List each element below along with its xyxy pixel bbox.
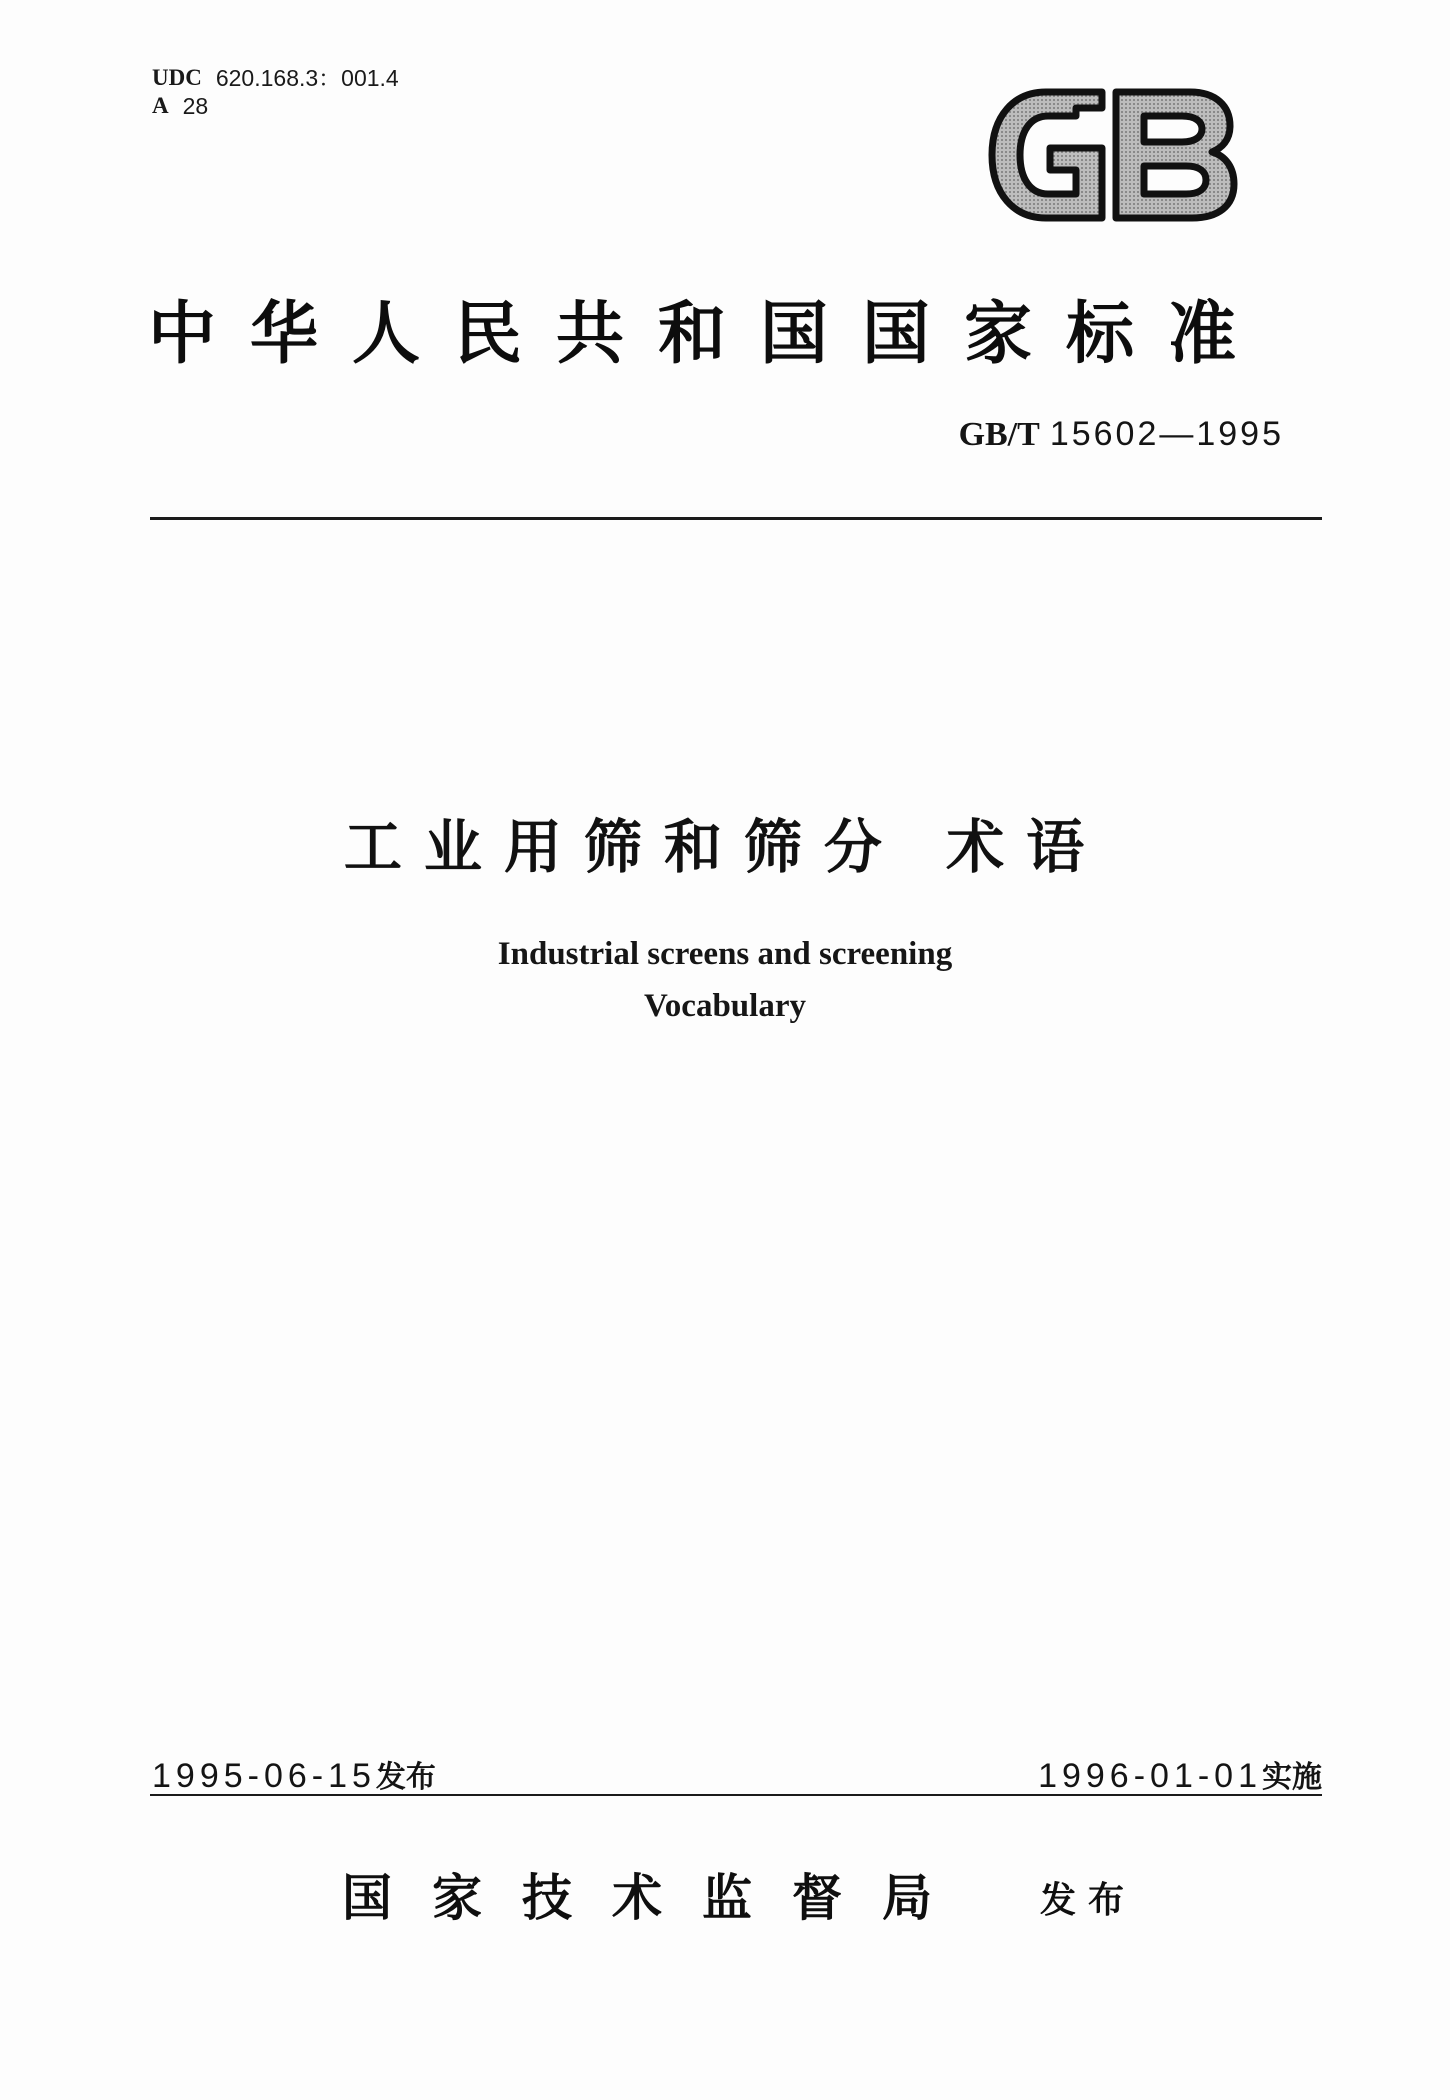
standard-number-value: 15602—1995 [1049,415,1284,453]
issue-date-value: 1995-06-15 [152,1757,376,1795]
title-english-line2: Vocabulary [644,988,806,1024]
issue-date [152,1752,436,1796]
footer-divider [150,1794,1322,1796]
ccs-row [152,92,399,120]
ccs-label: A [152,93,169,118]
effective-date-value: 1996-01-01 [1038,1757,1262,1795]
standard-number [959,415,1284,454]
issuing-action: 发布 [1040,1880,1137,1921]
udc-code: 620.168.3：001.4 [215,65,399,91]
standard-prefix: GB/T [958,416,1040,453]
ccs-code: 28 [182,93,209,119]
title-chinese: 工业用筛和筛分 术语 [343,813,1107,881]
effective-date [1038,1752,1322,1796]
title-english-line1: Industrial screens and screening [497,936,953,972]
header-divider [150,517,1322,520]
udc-row [152,64,399,92]
issue-date-label: 发布 [375,1760,436,1795]
classification-codes [152,64,399,120]
effective-date-label: 实施 [1262,1760,1322,1795]
title-english [0,928,1450,1032]
udc-label: UDC [152,65,202,90]
gb-logo [984,86,1240,224]
issuing-authority: 国家技术监督局 [342,1869,972,1927]
national-standard-heading: 中华人民共和国国家标准 [148,295,1271,374]
